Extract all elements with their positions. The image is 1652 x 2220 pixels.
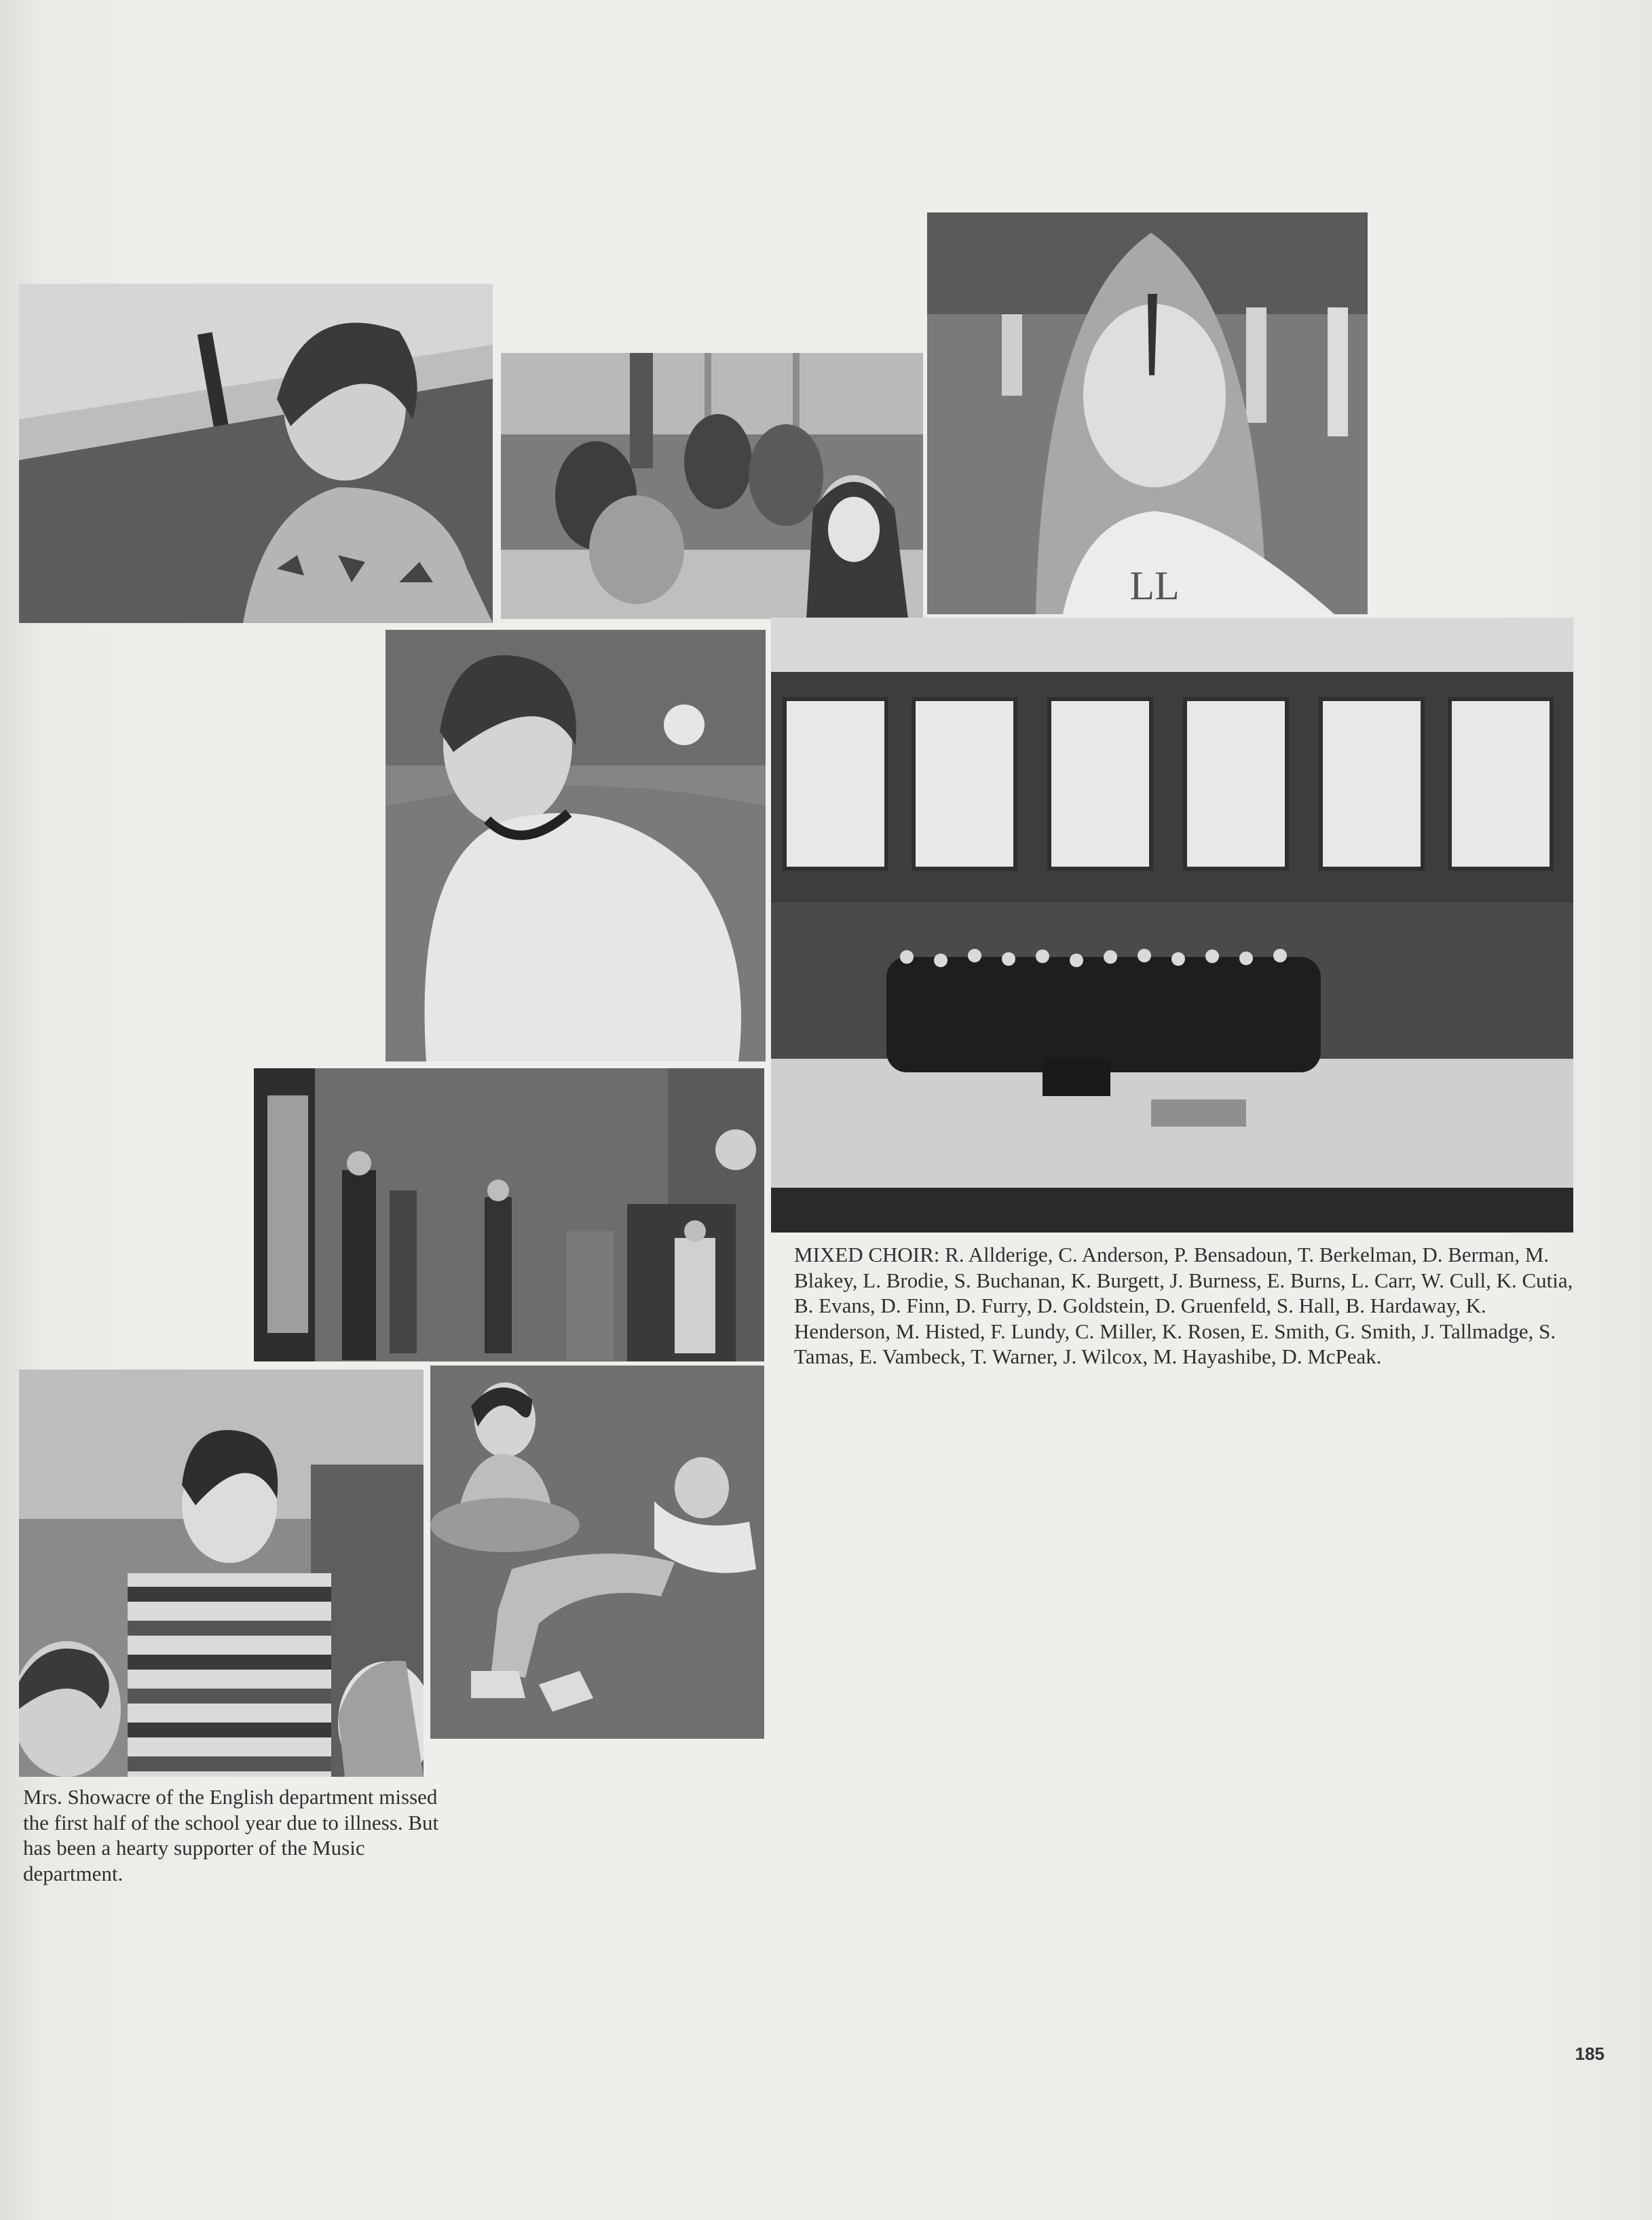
photo-stage-play: [254, 1068, 764, 1361]
photo-mrs-showacre: [19, 1370, 424, 1777]
page-number: 185: [1575, 2044, 1604, 2064]
photo-cafeteria-students: [501, 353, 923, 619]
photo-grimacing-student: [386, 630, 766, 1061]
mixed-choir-caption: MIXED CHOIR: R. Allderige, C. Anderson, P. Bensadoun, T. Berkelman, D. Berman, M. Blakey, L. Brodie, S. Buchanan, K. Burgett, J. Burness, E. Burns, L. Carr, W. Cull, K. Cutia, B. Evans, D. Finn, D. Furry, D. Goldstein, D. Gruenfeld, S. Hall, B. Hardaway, K. Henderson, M. Histed, F. Lundy, C. Miller, K. Rosen, E. Smith, G. Smith, J. Tallmadge, S. Tamas, E. Vambeck, T. Warner, J. Wilcox, M. Hayashibe, D. McPeak.: [794, 1243, 1573, 1368]
showacre-caption: Mrs. Showacre of the English department missed the first half of the school year due to illness. But has been a hearty supporter of the Music department.: [23, 1785, 439, 1885]
photo-tent-student: [19, 284, 493, 623]
photo-mixed-choir: [771, 618, 1573, 1233]
photo-students-on-grass: [430, 1366, 764, 1739]
svg-text:LL: LL: [1129, 563, 1180, 608]
photo-long-hair-student: [927, 212, 1368, 614]
